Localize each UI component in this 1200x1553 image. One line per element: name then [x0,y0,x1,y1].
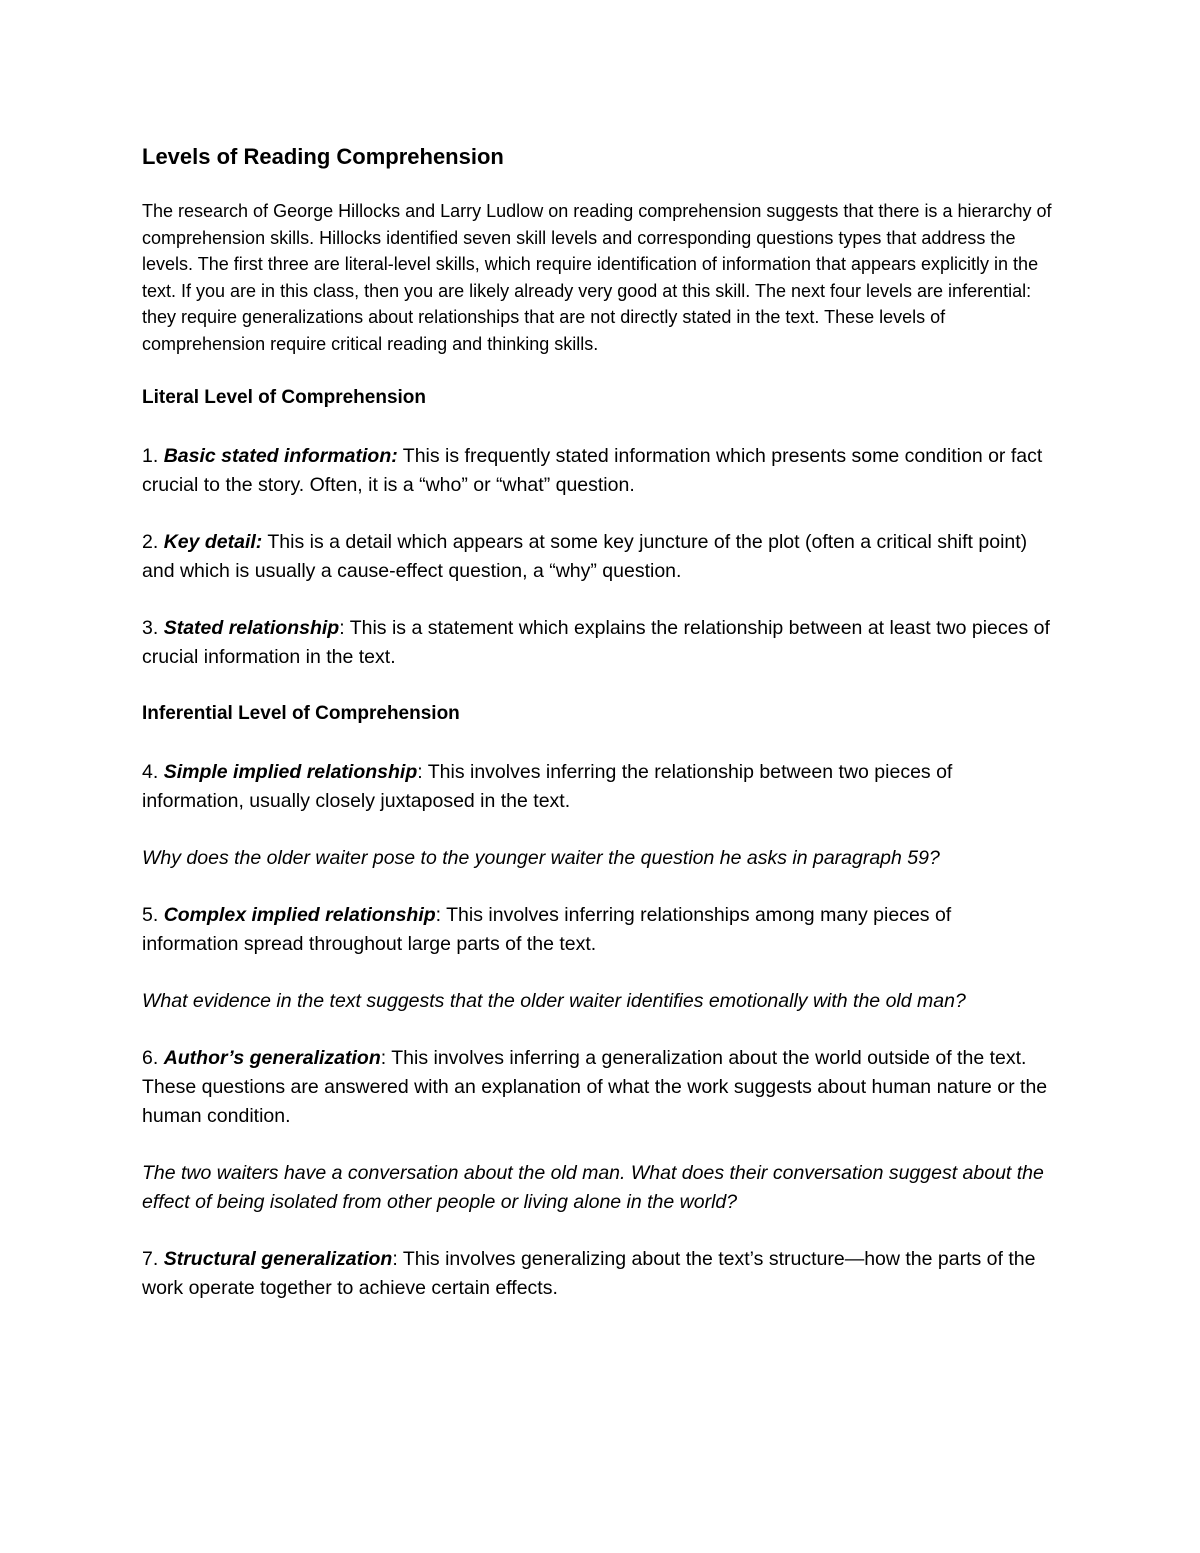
level-description: This involves inferring relationships among many pieces of information spread throughout large parts of the text. [142,903,952,955]
level-separator: : [417,760,423,783]
level-separator: : [392,1247,398,1270]
level-term: Author’s generalization [163,1046,381,1069]
level-number: 3. [142,616,159,639]
level-separator: : [435,903,442,926]
level-item-4 [142,758,1052,816]
level-number: 7. [142,1247,159,1270]
level-term: Structural generalization [163,1247,393,1270]
level-separator: : [380,1046,387,1069]
page-title: Levels of Reading Comprehension [142,144,504,169]
section-heading-inferential: Inferential Level of Comprehension [142,702,460,724]
example-question-4: Why does the older waiter pose to the younger waiter the question he asks in paragraph 59? [142,846,940,869]
level-item-2 [142,528,1052,586]
level-term: Key detail: [163,530,263,553]
level-number: 6. [142,1046,159,1069]
level-description: This is a detail which appears at some key juncture of the plot (often a critical shift point) and which is usually a cause-effect question, a “why” question. [142,530,1028,582]
example-question-6: The two waiters have a conversation about the old man. What does their conversation suggest about the effect of being isolated from other people or living alone in the world? [142,1161,1044,1213]
level-number: 4. [142,760,159,783]
level-item-1 [142,442,1052,500]
level-description: This involves inferring the relationship between two pieces of information, usually closely juxtaposed in the text. [142,760,953,812]
section-heading-literal: Literal Level of Comprehension [142,386,426,408]
level-description: This involves generalizing about the text’s structure—how the parts of the work operate together to achieve certain effects. [142,1247,1036,1299]
level-term: Basic stated information: [163,444,398,467]
level-number: 2. [142,530,159,553]
level-item-7 [142,1245,1052,1303]
intro-paragraph: The research of George Hillocks and Larry Ludlow on reading comprehension suggests that there is a hierarchy of comprehension skills. Hillocks identified seven skill levels and corresponding questions types that address the levels. The first three are literal-level skills, which require identification of information that appears explicitly in the text. If you are in this class, then you are likely already very good at this skill. The next four levels are inferential: they require generalizations about relationships that are not directly stated in the text. These levels of comprehension require critical reading and thinking skills. [142,201,1052,354]
level-description: This is frequently stated information which presents some condition or fact crucial to the story. Often, it is a “who” or “what” question. [142,444,1043,496]
level-item-6 [142,1044,1052,1131]
level-description: This is a statement which explains the relationship between at least two pieces of crucial information in the text. [142,616,1050,668]
document-page [142,142,1052,1331]
level-term: Complex implied relationship [163,903,436,926]
level-item-3 [142,614,1052,672]
level-description: This involves inferring a generalization about the world outside of the text. These questions are answered with an explanation of what the work suggests about human nature or the human condition. [142,1046,1048,1127]
example-question-5: What evidence in the text suggests that the older waiter identifies emotionally with the old man? [142,989,966,1012]
level-item-5 [142,901,1052,959]
level-term: Simple implied relationship [163,760,418,783]
level-term: Stated relationship [163,616,340,639]
level-number: 1. [142,444,159,467]
level-separator: : [339,616,345,639]
level-number: 5. [142,903,159,926]
